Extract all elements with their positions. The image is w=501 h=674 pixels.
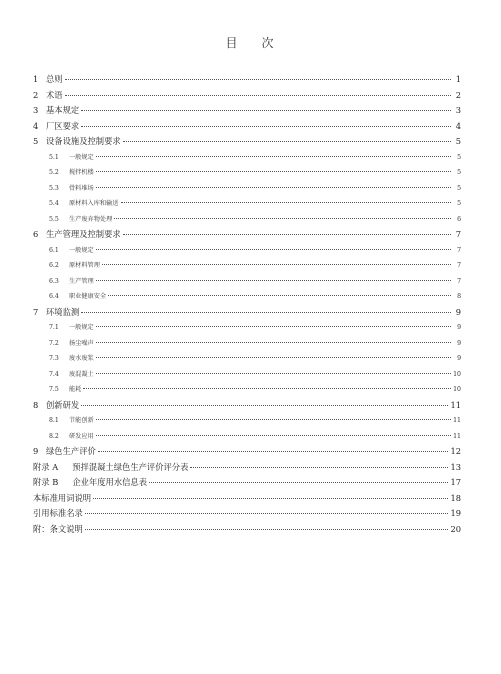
dot-leader: [96, 156, 451, 157]
dot-leader: [81, 126, 451, 127]
toc-entry[interactable]: [33, 475, 461, 491]
toc-entry[interactable]: [33, 398, 461, 414]
toc-entry-label: 原材料管理: [69, 262, 100, 269]
toc-entry-label: 附：条文说明: [33, 523, 83, 534]
dot-leader: [102, 264, 451, 265]
toc-entry-label: 一般规定: [69, 324, 94, 331]
dot-leader: [96, 326, 451, 327]
toc-entry-page: 13: [450, 461, 461, 472]
toc-entry-label: 基本规定: [46, 105, 80, 115]
dot-leader: [96, 249, 451, 250]
dot-leader: [98, 451, 449, 452]
toc-entry[interactable]: [33, 119, 461, 135]
toc-entry-page: 11: [453, 417, 461, 424]
toc-entry[interactable]: [33, 506, 461, 522]
toc-entry-label: 企业年度用水信息表: [72, 477, 148, 487]
toc-entry-number: 6.2: [49, 262, 59, 269]
toc-entry-label: 废水废浆: [69, 355, 94, 362]
dot-leader: [93, 498, 448, 499]
toc-entry-page: 11: [453, 432, 461, 440]
toc-entry[interactable]: [33, 460, 461, 476]
dot-leader: [114, 218, 451, 219]
toc-entry-number: 4: [33, 120, 39, 131]
dot-leader: [96, 435, 451, 436]
dot-leader: [96, 419, 451, 420]
toc-entry-label: 绿色生产评价: [46, 446, 96, 456]
toc-subentry[interactable]: [33, 150, 461, 166]
toc-entry-label: 引用标准名录: [33, 508, 83, 518]
toc-entry-page: 10: [453, 386, 461, 393]
toc-entry-number: 8.1: [49, 417, 59, 424]
toc-entry-number: 8.2: [49, 432, 59, 440]
toc-subentry[interactable]: [33, 351, 461, 367]
toc-entry-number: 7: [33, 306, 39, 317]
toc-entry-number: 7.5: [49, 386, 59, 393]
toc-subentry[interactable]: [33, 181, 461, 197]
toc-entry-label: 生产废弃物处理: [69, 215, 113, 223]
toc-entry-page: 9: [457, 355, 461, 362]
toc-entry-label: 生产管理及控制要求: [46, 229, 121, 239]
toc-subentry[interactable]: [33, 367, 461, 383]
toc-entry-label: 总则: [46, 74, 63, 84]
toc-entry[interactable]: [33, 72, 461, 88]
toc-entry[interactable]: [33, 491, 461, 507]
toc-entry-number: 7.3: [49, 355, 59, 362]
toc-entry[interactable]: [33, 103, 461, 119]
toc-entry-page: 6: [457, 215, 461, 223]
toc-entry-label: 废混凝土: [69, 370, 94, 378]
page-title: [0, 34, 501, 51]
toc-subentry[interactable]: [33, 336, 461, 352]
toc-entry-label: 创新研发: [46, 399, 80, 410]
toc-subentry[interactable]: [33, 289, 461, 305]
toc-entry-page: 8: [457, 293, 461, 300]
table-of-contents: [33, 72, 461, 537]
dot-leader: [96, 171, 451, 172]
toc-entry-label: 原材料入库和输送: [69, 200, 119, 207]
toc-entry-label: 一般规定: [69, 246, 94, 254]
toc-entry-number: 5.4: [49, 200, 59, 207]
toc-entry-page: 2: [455, 89, 461, 100]
toc-entry-page: 7: [457, 277, 461, 285]
toc-entry-number: 附录 A: [33, 461, 59, 472]
toc-entry-page: 20: [450, 523, 461, 534]
toc-entry-label: 研发应用: [69, 432, 94, 440]
toc-entry-page: 10: [453, 370, 461, 378]
toc-entry-label: 术语: [46, 89, 63, 100]
toc-subentry[interactable]: [33, 258, 461, 274]
dot-leader: [85, 513, 449, 514]
toc-entry-number: 5.5: [49, 215, 59, 223]
dot-leader: [96, 373, 451, 374]
dot-leader: [108, 295, 451, 296]
toc-entry-page: 12: [450, 446, 461, 456]
toc-entry-number: 附录 B: [33, 477, 59, 487]
toc-entry-number: 5.1: [49, 153, 59, 161]
toc-entry-label: 预拌混凝土绿色生产评价评分表: [72, 461, 189, 472]
toc-entry-page: 9: [457, 324, 461, 331]
toc-entry-number: 3: [33, 105, 39, 115]
toc-entry-number: 6.3: [49, 277, 59, 285]
toc-entry[interactable]: [33, 522, 461, 538]
toc-entry-label: 职业健康安全: [69, 293, 107, 300]
dot-leader: [96, 280, 451, 281]
toc-entry-page: 17: [450, 477, 461, 487]
toc-subentry[interactable]: [33, 429, 461, 445]
toc-subentry[interactable]: [33, 320, 461, 336]
toc-entry-number: 5.2: [49, 169, 59, 176]
toc-entry-number: 6.4: [49, 293, 59, 300]
dot-leader: [65, 79, 451, 80]
toc-subentry[interactable]: [33, 413, 461, 429]
toc-entry-label: 设备设施及控制要求: [46, 136, 121, 146]
title-part-2: 次: [261, 36, 276, 50]
toc-entry-number: 7.2: [49, 339, 59, 347]
toc-entry[interactable]: [33, 444, 461, 460]
toc-entry-label: 环境监测: [46, 306, 80, 317]
toc-entry-page: 7: [457, 246, 461, 254]
toc-entry-label: 厂区要求: [46, 120, 80, 131]
title-part-1: 目: [225, 36, 240, 50]
toc-entry-page: 9: [455, 306, 461, 317]
dot-leader: [123, 234, 451, 235]
toc-entry-number: 9: [33, 446, 39, 456]
dot-leader: [149, 482, 448, 483]
toc-subentry[interactable]: [33, 212, 461, 228]
toc-entry-label: 骨料堆场: [69, 184, 94, 192]
toc-entry-page: 4: [455, 120, 461, 131]
toc-entry-label: 能耗: [69, 386, 82, 393]
toc-entry-number: 2: [33, 89, 39, 100]
toc-subentry[interactable]: [33, 243, 461, 259]
toc-subentry[interactable]: [33, 382, 461, 398]
dot-leader: [81, 110, 451, 111]
toc-entry-number: 6.1: [49, 246, 59, 254]
toc-entry-page: 18: [450, 492, 461, 503]
toc-subentry[interactable]: [33, 165, 461, 181]
toc-entry[interactable]: [33, 227, 461, 243]
toc-entry-number: 5.3: [49, 184, 59, 192]
dot-leader: [96, 342, 451, 343]
toc-entry-page: 5: [455, 136, 461, 146]
toc-entry-page: 19: [450, 508, 461, 518]
toc-subentry[interactable]: [33, 274, 461, 290]
toc-entry-page: 7: [457, 262, 461, 269]
toc-entry-label: 节能创新: [69, 417, 94, 424]
toc-entry-number: 5: [33, 136, 39, 146]
toc-entry-number: 1: [33, 74, 39, 84]
toc-entry[interactable]: [33, 88, 461, 104]
toc-entry-page: 5: [457, 169, 461, 176]
toc-entry-page: 1: [455, 74, 461, 84]
toc-entry-page: 11: [450, 399, 461, 410]
toc-entry-page: 3: [455, 105, 461, 115]
dot-leader: [96, 357, 451, 358]
toc-entry-number: 7.4: [49, 370, 59, 378]
toc-entry[interactable]: [33, 134, 461, 150]
dot-leader: [65, 95, 451, 96]
toc-entry-number: 7.1: [49, 324, 59, 331]
toc-entry-number: 8: [33, 399, 39, 410]
toc-entry-page: 5: [457, 184, 461, 192]
toc-subentry[interactable]: [33, 196, 461, 212]
toc-entry-label: 扬尘噪声: [69, 339, 94, 347]
toc-entry-page: 5: [457, 153, 461, 161]
toc-entry-page: 5: [457, 200, 461, 207]
dot-leader: [96, 187, 451, 188]
dot-leader: [83, 388, 451, 389]
dot-leader: [121, 202, 452, 203]
toc-entry-label: 一般规定: [69, 153, 94, 161]
dot-leader: [81, 312, 451, 313]
dot-leader: [190, 467, 448, 468]
toc-entry-page: 9: [457, 339, 461, 347]
toc-entry[interactable]: [33, 305, 461, 321]
toc-entry-number: 6: [33, 229, 39, 239]
toc-entry-page: 7: [455, 229, 461, 239]
toc-entry-label: 本标准用词说明: [33, 492, 92, 503]
dot-leader: [123, 141, 451, 142]
dot-leader: [85, 529, 449, 530]
toc-entry-label: 生产管理: [69, 277, 94, 285]
dot-leader: [81, 405, 448, 406]
toc-entry-label: 搅拌机楼: [69, 169, 94, 176]
